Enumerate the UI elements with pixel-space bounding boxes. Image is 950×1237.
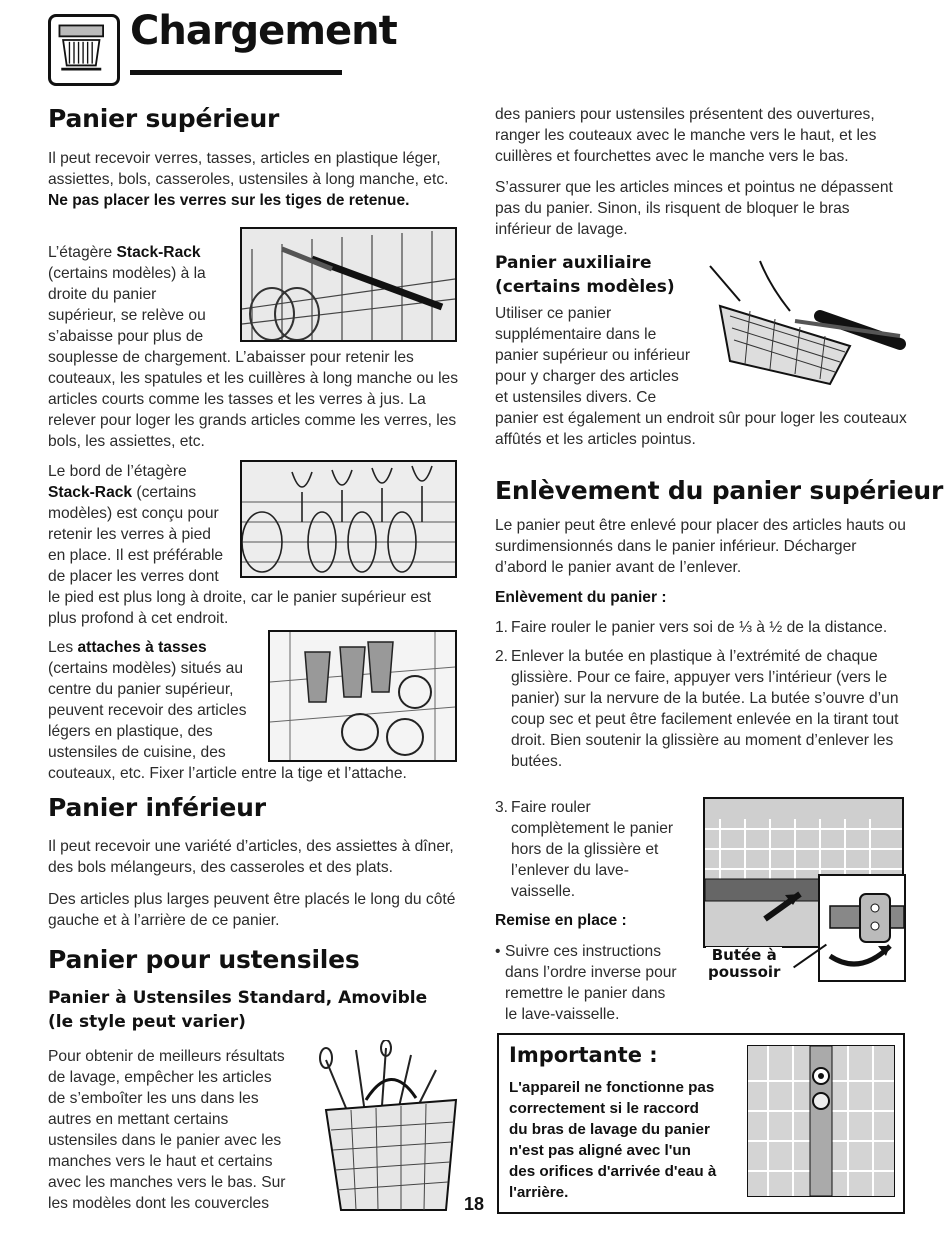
- utensil-basket-subheading: [48, 986, 468, 1034]
- text-line: supplémentaire dans le: [495, 326, 657, 343]
- dishwasher-icon: [54, 20, 114, 80]
- heading-line: Panier auxiliaire: [495, 253, 652, 273]
- text-line: l’enlever du lave-: [511, 862, 629, 879]
- text-line: peuvent recevoir des articles: [48, 702, 247, 719]
- text-line: autres en mettant certains: [48, 1111, 229, 1128]
- step-number: 3.: [495, 799, 509, 816]
- text-line: manches vers le haut et certains: [48, 1153, 273, 1170]
- rack-stop-label: [706, 947, 782, 981]
- text-line: modèles) est conçu pour: [48, 505, 219, 522]
- lower-rack-p1: Il peut recevoir une variété d’articles, des assiettes à dîner, des bols mélangeurs, des casseroles et des plats.: [48, 838, 454, 876]
- text-line: vaisselle.: [511, 883, 576, 900]
- thin-items-note: S’assurer que les articles minces et pointus ne dépassent pas du panier. Sinon, ils risquent de bloquer le bras inférieur de lavage.: [495, 179, 893, 238]
- heading-line: (certains modèles): [495, 277, 675, 297]
- important-box: [497, 1033, 905, 1214]
- text-bold: Stack-Rack: [116, 244, 201, 261]
- text-line: Les: [48, 639, 78, 656]
- text-line: Utiliser ce panier: [495, 305, 612, 322]
- label-line: Butée à: [711, 946, 777, 964]
- text-paragraph: souplesse de chargement. L’abaisser pour retenir les couteaux, les spatules et les cuillères à long manche ou les articles courts comme les tasses et les verres à jus. La relever pour loger les grands articles comme les verres, les bols, les assiettes, etc.: [48, 349, 459, 450]
- text-line: en place. Il est préférable: [48, 547, 224, 564]
- text-line: (certains: [132, 484, 197, 501]
- heading-upper-rack: Panier supérieur: [48, 104, 280, 133]
- text-paragraph: panier est également un endroit sûr pour loger les couteaux affûtés et les articles pointus.: [495, 410, 907, 448]
- text-line: de s’emboîter les uns dans les: [48, 1090, 259, 1107]
- text-line: Faire rouler: [511, 799, 591, 816]
- upper-rack-intro-text: Il peut recevoir verres, tasses, articles en plastique léger, assiettes, bols, casseroles, ustensiles à long manche, etc.: [48, 150, 449, 188]
- text-line: (certains modèles) situés au: [48, 660, 244, 677]
- subheading-line: Panier à Ustensiles Standard, Amovible: [48, 988, 428, 1008]
- text-line: n'est pas aligné avec l'un: [509, 1142, 691, 1159]
- text-line: le lave-vaisselle.: [505, 1006, 620, 1023]
- step-item: [495, 617, 907, 638]
- rack-removal-subheading: Enlèvement du panier :: [495, 589, 667, 606]
- step-item: [495, 646, 907, 772]
- text-line: hors de la glissière et: [511, 841, 659, 858]
- subheading-line: (le style peut varier): [48, 1012, 246, 1032]
- bullet: •: [495, 943, 501, 960]
- rack-removal-steps: [495, 617, 907, 772]
- upper-rack-warning: Ne pas placer les verres sur les tiges de retenue.: [48, 192, 410, 209]
- replace-instructions: [495, 941, 695, 1025]
- important-text: [509, 1077, 749, 1203]
- cup-clips-figure: [268, 630, 457, 762]
- text-line: (certains modèles) à la: [48, 265, 206, 282]
- page-number: 18: [464, 1194, 485, 1214]
- text-paragraph: couteaux, etc. Fixer l’article entre la tige et l’attache.: [48, 765, 407, 782]
- step-3: [495, 797, 705, 902]
- stack-rack-figure: [240, 227, 457, 342]
- spray-arm-figure: [747, 1045, 895, 1197]
- text-line: Pour obtenir de meilleurs résultats: [48, 1048, 285, 1065]
- important-title: Importante :: [509, 1043, 658, 1067]
- rack-removal-intro: Le panier peut être enlevé pour placer des articles hauts ou surdimensionnés dans le panier inférieur. Décharger d’abord le panier avant de l’enlever.: [495, 517, 906, 576]
- header-icon: [48, 14, 120, 86]
- lower-rack-p2: Des articles plus larges peuvent être placés le long du côté gauche et à l’arrière de ce panier.: [48, 891, 456, 929]
- text-paragraph: le pied est plus long à droite, car le panier supérieur est plus profond à cet endroit.: [48, 589, 432, 627]
- text-line: retenir les verres à pied: [48, 526, 211, 543]
- text-line: pour y charger des articles: [495, 368, 679, 385]
- text-line: correctement si le raccord: [509, 1100, 699, 1117]
- step-number: 1.: [495, 619, 509, 636]
- text-line: dans l’ordre inverse pour: [505, 964, 677, 981]
- step-number: 2.: [495, 648, 509, 665]
- stemware-figure: [240, 460, 457, 578]
- rack-stop-closeup: [818, 874, 906, 982]
- text-line: remettre le panier dans: [505, 985, 666, 1002]
- aux-basket-illustration: [700, 256, 908, 386]
- text-line: L’étagère: [48, 244, 117, 261]
- text-line: légers en plastique, des: [48, 723, 213, 740]
- step-text: Faire rouler le panier vers soi de ⅓ à ½ de la distance.: [511, 619, 888, 636]
- text-line: droite du panier: [48, 286, 157, 303]
- text-line: s’abaisse pour plus de: [48, 328, 204, 345]
- text-line: de placer les verres dont: [48, 568, 219, 585]
- text-line: du bras de lavage du panier: [509, 1121, 710, 1138]
- label-line: poussoir: [708, 963, 781, 981]
- text-line: supérieur, se relève ou: [48, 307, 206, 324]
- text-line: complètement le panier: [511, 820, 674, 837]
- text-bold: Stack-Rack: [48, 484, 133, 501]
- heading-utensil-basket: Panier pour ustensiles: [48, 945, 360, 974]
- text-line: Suivre ces instructions: [505, 943, 661, 960]
- text-line: de lavage, empêcher les articles: [48, 1069, 272, 1086]
- text-line: les modèles dont les couvercles: [48, 1195, 270, 1212]
- text-line: ustensiles de cuisine, des: [48, 744, 226, 761]
- step-text: Enlever la butée en plastique à l’extrémité de chaque glissière. Pour ce faire, appuyer vers l’intérieur (vers le panier) sur la nervure de la butée. La butée s’ouvre d’un coup sec et peut être facilement enlevée en la tirant tout droit. Bien soutenir la glissière au moment d’enlever les butées.: [511, 648, 899, 770]
- page-title: Chargement: [130, 8, 397, 54]
- text-line: centre du panier supérieur,: [48, 681, 234, 698]
- heading-rack-removal: Enlèvement du panier supérieur: [495, 476, 944, 505]
- upper-rack-intro: [48, 148, 458, 211]
- utensil-basket-illustration: [306, 1040, 466, 1215]
- title-underline: [130, 70, 342, 75]
- text-bold: attaches à tasses: [77, 639, 207, 656]
- text-line: ustensiles dans le panier avec les: [48, 1132, 282, 1149]
- replace-subheading: Remise en place :: [495, 912, 627, 929]
- heading-lower-rack: Panier inférieur: [48, 793, 266, 822]
- text-line: et ustensiles divers. Ce: [495, 389, 657, 406]
- text-line: avec les manches vers le bas. Sur: [48, 1174, 286, 1191]
- text-line: L'appareil ne fonctionne pas: [509, 1079, 715, 1096]
- text-line: panier supérieur ou inférieur: [495, 347, 691, 364]
- text-line: Le bord de l’étagère: [48, 463, 187, 480]
- utensil-basket-continued: des paniers pour ustensiles présentent des ouvertures, ranger les couteaux avec le manche vers le haut, et les cuillères et fourchettes avec le manche vers le bas.: [495, 106, 877, 165]
- text-line: des orifices d'arrivée d'eau à: [509, 1163, 717, 1180]
- text-line: l'arrière.: [509, 1184, 569, 1201]
- utensil-basket-text: [48, 1046, 318, 1214]
